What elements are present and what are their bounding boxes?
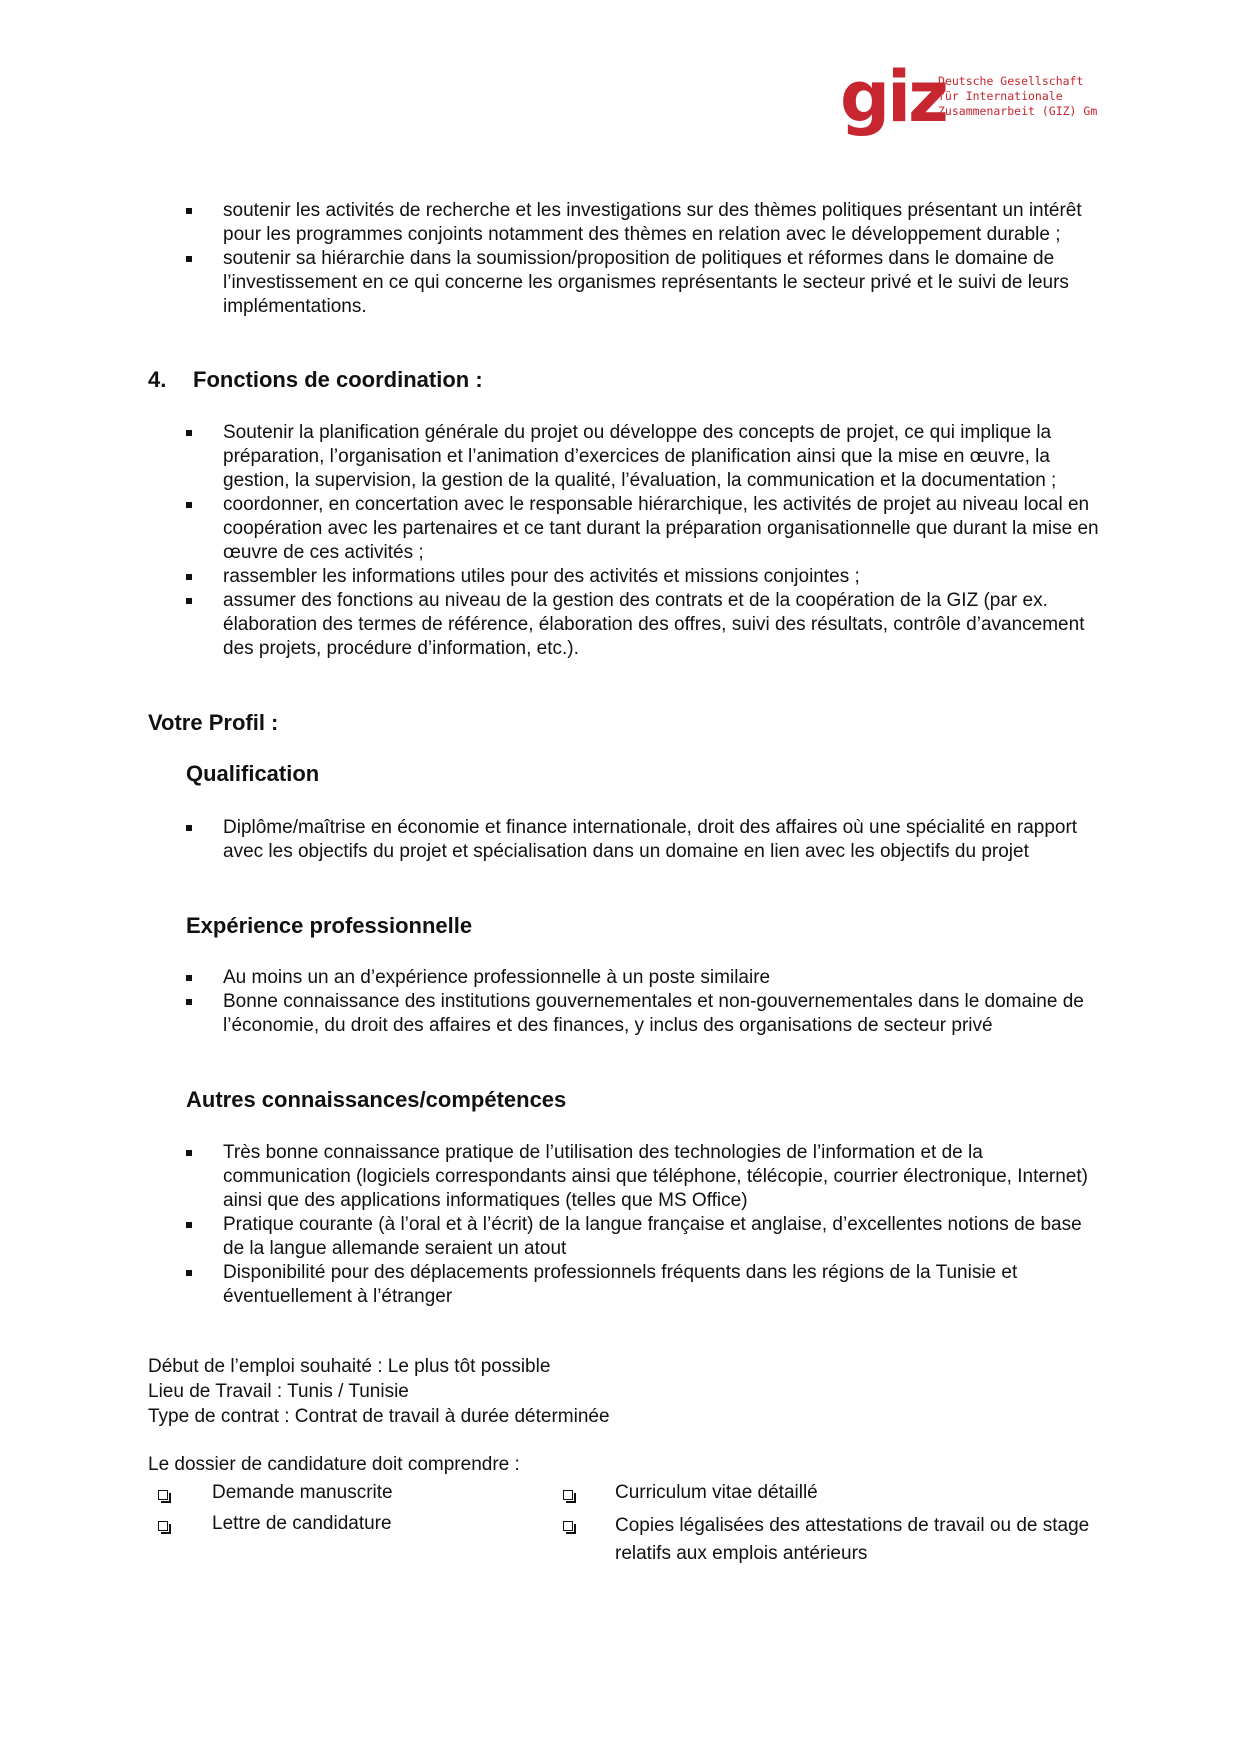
- list-item: Bonne connaissance des institutions gouvernementales et non-gouvernementales dans le domaine de l’économie, du droit des affaires et des finances, y inclus des organisations de secteur privé: [186, 990, 1106, 1038]
- bullet-square-icon: [186, 430, 192, 436]
- other-skills-bullet-list: [186, 1141, 1106, 1309]
- other-skills-title: Autres connaissances/compétences: [186, 1087, 567, 1112]
- profile-title: Votre Profil :: [148, 710, 279, 735]
- qualification-title: Qualification: [186, 761, 320, 786]
- bullet-square-icon: [186, 999, 192, 1005]
- bullet-square-icon: [186, 825, 192, 831]
- qualification-bullet-list: [186, 816, 1106, 864]
- section-number: 4.: [148, 367, 167, 392]
- checkbox-icon: [158, 1521, 168, 1531]
- checkbox-icon: [563, 1521, 573, 1531]
- bullet-square-icon: [186, 975, 192, 981]
- intro-bullet-list: [186, 199, 1106, 319]
- giz-logo-text: [938, 74, 1097, 119]
- bullet-square-icon: [186, 208, 192, 214]
- experience-title: Expérience professionnelle: [186, 913, 473, 938]
- bullet-square-icon: [186, 598, 192, 604]
- list-item: soutenir sa hiérarchie dans la soumission/proposition de politiques et réformes dans le domaine de l’investissement en ce qui concerne les organismes représentants le secteur privé et le suivi de leurs implémentations.: [186, 247, 1106, 319]
- list-item: Pratique courante (à l’oral et à l’écrit) de la langue française et anglaise, d’excellentes notions de base de la langue allemande seraient un atout: [186, 1213, 1106, 1261]
- list-item: rassembler les informations utiles pour des activités et missions conjointes ;: [186, 565, 1106, 589]
- list-item: Disponibilité pour des déplacements professionnels fréquents dans les régions de la Tunisie et éventuellement à l’étranger: [186, 1261, 1106, 1309]
- start-date-text: Début de l’emploi souhaité : Le plus tôt possible: [148, 1356, 551, 1377]
- list-item: soutenir les activités de recherche et les investigations sur des thèmes politiques présentant un intérêt pour les programmes conjoints notamment des thèmes en relation avec le développement durable ;: [186, 199, 1106, 247]
- list-item: assumer des fonctions au niveau de la gestion des contrats et de la coopération de la GIZ (par ex. élaboration des termes de référence, élaboration des offres, suivi des résultats, contrôle d’avancement des projets, procédure d’information, etc.).: [186, 589, 1106, 661]
- dossier-item: Demande manuscrite: [212, 1482, 393, 1503]
- bullet-square-icon: [186, 574, 192, 580]
- logo-line-1: Deutsche Gesellschaft: [938, 74, 1084, 88]
- list-item: Diplôme/maîtrise en économie et finance internationale, droit des affaires où une spécialité en rapport avec les objectifs du projet et spécialisation dans un domaine en lien avec les objectifs du projet: [186, 816, 1106, 864]
- bullet-square-icon: [186, 1270, 192, 1276]
- list-item: Très bonne connaissance pratique de l’utilisation des technologies de l’information et de la communication (logiciels correspondants ainsi que téléphone, télécopie, courrier électronique, Internet) ainsi que des applications informatiques (telles que MS Office): [186, 1141, 1106, 1213]
- checkbox-icon: [563, 1490, 573, 1500]
- bullet-square-icon: [186, 1222, 192, 1228]
- dossier-item: Curriculum vitae détaillé: [615, 1482, 818, 1503]
- bullet-square-icon: [186, 502, 192, 508]
- giz-logo-mark: giz: [840, 56, 946, 138]
- dossier-intro: Le dossier de candidature doit comprendre :: [148, 1454, 520, 1475]
- logo-line-2: für Internationale: [938, 89, 1063, 103]
- bullet-square-icon: [186, 256, 192, 262]
- dossier-item: Copies légalisées des attestations de travail ou de stage relatifs aux emplois antérieurs: [615, 1515, 1090, 1564]
- dossier-item: Lettre de candidature: [212, 1513, 392, 1534]
- work-location-text: Lieu de Travail : Tunis / Tunisie: [148, 1381, 409, 1402]
- list-item: coordonner, en concertation avec le responsable hiérarchique, les activités de projet au niveau local en coopération avec les partenaires et ce tant durant la préparation organisationnelle que durant la mise en œuvre de ces activités ;: [186, 493, 1106, 565]
- coordination-bullet-list: [186, 421, 1106, 661]
- contract-type-text: Type de contrat : Contrat de travail à durée déterminée: [148, 1406, 610, 1427]
- section-title: Fonctions de coordination :: [193, 367, 483, 392]
- list-item: Soutenir la planification générale du projet ou développe des concepts de projet, ce qui implique la préparation, l’organisation et l’animation d’exercices de planification ainsi que la mise en œuvre, la gestion, la supervision, la gestion de la qualité, l’évaluation, la communication et la documentation ;: [186, 421, 1106, 493]
- experience-bullet-list: [186, 966, 1106, 1038]
- bullet-square-icon: [186, 1150, 192, 1156]
- checkbox-icon: [158, 1490, 168, 1500]
- list-item: Au moins un an d’expérience professionnelle à un poste similaire: [186, 966, 1106, 990]
- logo-line-3: Zusammenarbeit (GIZ) Gm: [938, 104, 1098, 118]
